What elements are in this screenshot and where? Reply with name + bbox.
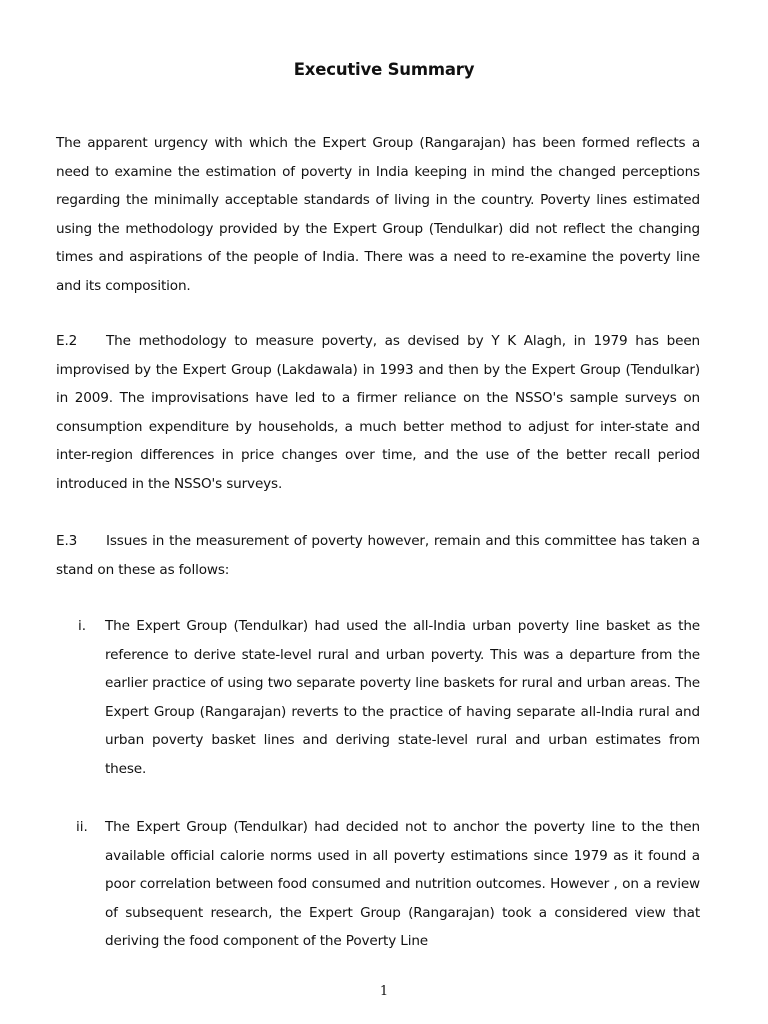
- paragraph-number: E.3: [56, 533, 78, 549]
- paragraph-text: The apparent urgency with which the Expert Group (Rangarajan) has been formed reflects a need to examine the estimation of poverty in India keeping in mind the changed perceptions regarding the minimally acceptable standards of living in the country. Poverty lines estimated using the methodology provided by the Expert Group (Tendulkar) did not reflect the changing times and aspirations of the people of India. There was a need to re-examine the poverty line and its composition.: [56, 135, 700, 294]
- list-marker: ii.: [76, 819, 88, 835]
- paragraph-e3: [56, 527, 700, 584]
- paragraph-e2: [56, 327, 700, 499]
- paragraph-number: E.2: [56, 333, 78, 349]
- page-title: Executive Summary: [293, 60, 475, 79]
- paragraph-intro: [56, 129, 700, 301]
- page-number: 1: [379, 984, 389, 999]
- paragraph-text: The methodology to measure poverty, as devised by Y K Alagh, in 1979 has been improvised by the Expert Group (Lakdawala) in 1993 and then by the Expert Group (Tendulkar) in 2009. The improvisations have led to a firmer reliance on the NSSO's sample surveys on consumption expenditure by households, a much better method to adjust for inter-state and inter-region differences in price changes over time, and the use of the better recall period introduced in the NSSO's surveys.: [56, 333, 700, 492]
- list-item: The Expert Group (Tendulkar) had used the all-India urban poverty line basket as the reference to derive state-level rural and urban poverty. This was a departure from the earlier practice of using two separate poverty line baskets for rural and urban areas. The Expert Group (Rangarajan) reverts to the practice of having separate all-India rural and urban poverty basket lines and deriving state-level rural and urban estimates from these.: [105, 618, 700, 777]
- list-item: The Expert Group (Tendulkar) had decided not to anchor the poverty line to the then available official calorie norms used in all poverty estimations since 1979 as it found a poor correlation between food consumed and nutrition outcomes. However , on a review of subsequent research, the Expert Group (Rangarajan) took a considered view that deriving the food component of the Poverty Line: [105, 819, 700, 950]
- paragraph-text: Issues in the measurement of poverty however, remain and this committee has taken a stand on these as follows:: [56, 533, 700, 578]
- list-marker: i.: [78, 618, 87, 634]
